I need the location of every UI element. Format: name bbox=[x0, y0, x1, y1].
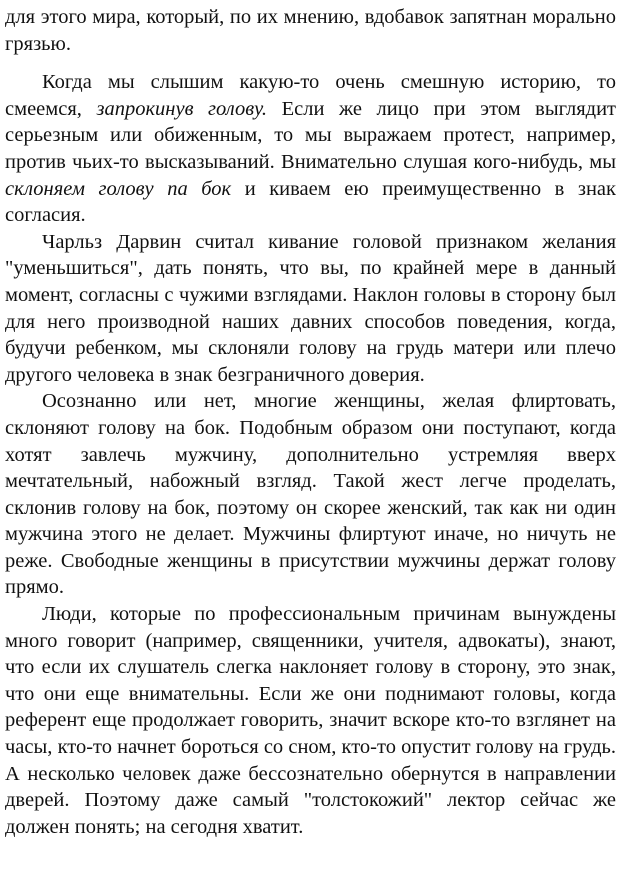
text-segment: Когда мы слышим какую-то очень смешную историю, то смеемся, bbox=[5, 71, 616, 120]
text-segment: и киваем ею преимущественно в знак согласия. bbox=[5, 177, 616, 227]
paragraph-flirting bbox=[5, 388, 616, 601]
italic-phrase: запрокинув голову. bbox=[96, 97, 268, 120]
paragraph-speakers bbox=[5, 601, 616, 840]
italic-phrase: склоняем голову па бок bbox=[5, 177, 232, 200]
text-segment: Осознанно или нет, многие женщины, желая флиртовать, склоняют голову на бок. Подобным образом они поступают, когда хотят завлечь мужчину, дополнительно устремляя вверх мечтательный, набожный взгляд. Такой жест легче проделать, склонив голову на бок, поэтому он скорее женский, так как ни один мужчина этого не делает. Мужчины флиртуют иначе, но ничуть не реже. Свободные женщины в присутствии мужчины держат голову прямо. bbox=[5, 390, 616, 599]
paragraph-darwin bbox=[5, 229, 616, 389]
paragraph-continuation bbox=[5, 4, 616, 57]
paragraph-laughing bbox=[5, 69, 616, 229]
text-segment: для этого мира, который, по их мнению, вдобавок запятнан морально грязью. bbox=[5, 6, 616, 55]
text-segment: Чарльз Дарвин считал кивание головой признаком желания "уменьшиться", дать понять, что вы, по крайней мере в данный момент, согласны с чужими взглядами. Наклон головы в сторону был для него производной наших давних способов поведения, когда, будучи ребенком, мы склоняли голову на грудь матери или плечо другого человека в знак безграничного доверия. bbox=[5, 230, 616, 386]
text-segment: Если же лицо при этом выглядит серьезным или обиженным, то мы выражаем протест, например, против чьих-то высказываний. Внимательно слушая кого-нибудь, мы bbox=[5, 97, 616, 173]
text-segment: Люди, которые по профессиональным причинам вынуждены много говорит (например, священники, учителя, адвокаты), знают, что если их слушатель слегка наклоняет голову в сторону, это знак, что они еще внимательны. Если же они поднимают головы, когда референт еще продолжает говорить, значит вскоре кто-то взглянет на часы, кто-то начнет бороться со сном, кто-то опустит голову на грудь. А несколько человек даже бессознательно обернутся в направлении дверей. Поэтому даже самый "толстокожий" лектор сейчас же должен понять; на сегодня хватит. bbox=[5, 603, 616, 838]
